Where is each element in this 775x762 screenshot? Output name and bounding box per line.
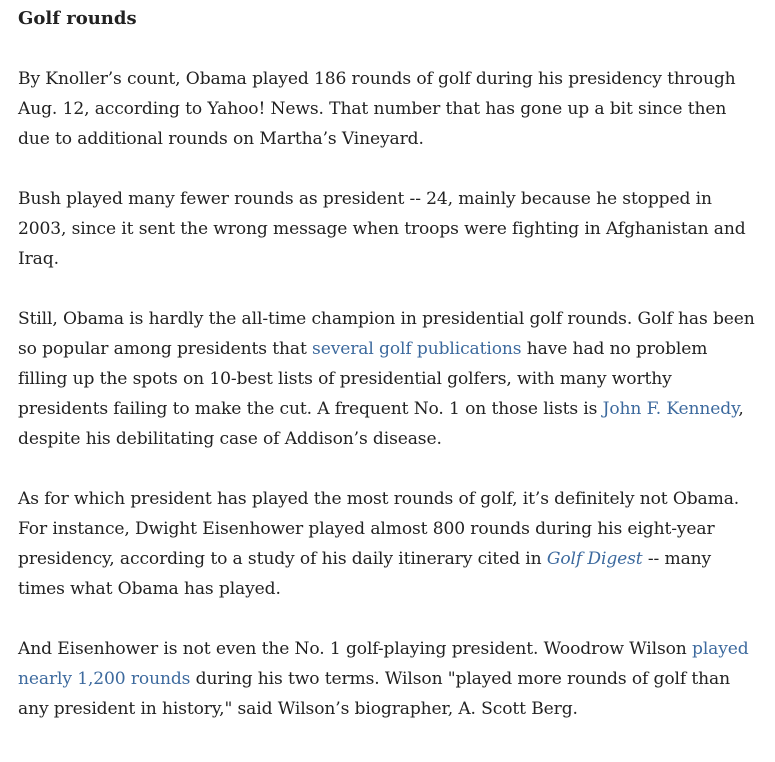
article-body	[0, 4, 775, 724]
link-golf-digest[interactable]: Golf Digest	[546, 549, 643, 569]
paragraph-all-time-champion	[18, 304, 757, 454]
paragraph-text: Still, Obama is hardly the all-time champion in presidential golf rounds. Golf has been so popular among presidents that	[18, 309, 755, 359]
paragraph-text: By Knoller’s count, Obama played 186 rounds of golf during his presidency through Aug. 12, according to Yahoo! News. That number that has gone up a bit since then due to additional rounds on Martha’s Vineyard.	[18, 69, 736, 149]
paragraph-text: As for which president has played the most rounds of golf, it’s definitely not Obama. For instance, Dwight Eisenhower played almost 800 rounds during his eight-year presidency, according to a study of his daily itinerary cited in	[18, 489, 740, 569]
paragraph-knoller-count	[18, 64, 757, 154]
paragraph-text: , despite his debilitating case of Addison’s disease.	[18, 399, 744, 449]
paragraph-text: Bush played many fewer rounds as president -- 24, mainly because he stopped in 2003, since it sent the wrong message when troops were fighting in Afghanistan and Iraq.	[18, 189, 746, 269]
link-john-f-kennedy[interactable]: John F. Kennedy	[602, 399, 739, 419]
paragraph-text: And Eisenhower is not even the No. 1 golf-playing president. Woodrow Wilson	[18, 639, 693, 659]
link-played-nearly-1200-rounds[interactable]: played nearly 1,200 rounds	[18, 639, 749, 689]
paragraph-text: during his two terms. Wilson "played more rounds of golf than any president in history," said Wilson’s biographer, A. Scott Berg.	[18, 669, 730, 719]
paragraph-eisenhower-rounds	[18, 484, 757, 604]
paragraph-text: -- many times what Obama has played.	[18, 549, 712, 599]
paragraph-wilson-rounds	[18, 634, 757, 724]
link-several-golf-publications[interactable]: several golf publications	[312, 339, 522, 359]
paragraph-bush-rounds	[18, 184, 757, 274]
paragraph-text: have had no problem filling up the spots on 10-best lists of presidential golfers, with many worthy presidents failing to make the cut. A frequent No. 1 on those lists is	[18, 339, 708, 419]
section-heading: Golf rounds	[18, 8, 137, 29]
